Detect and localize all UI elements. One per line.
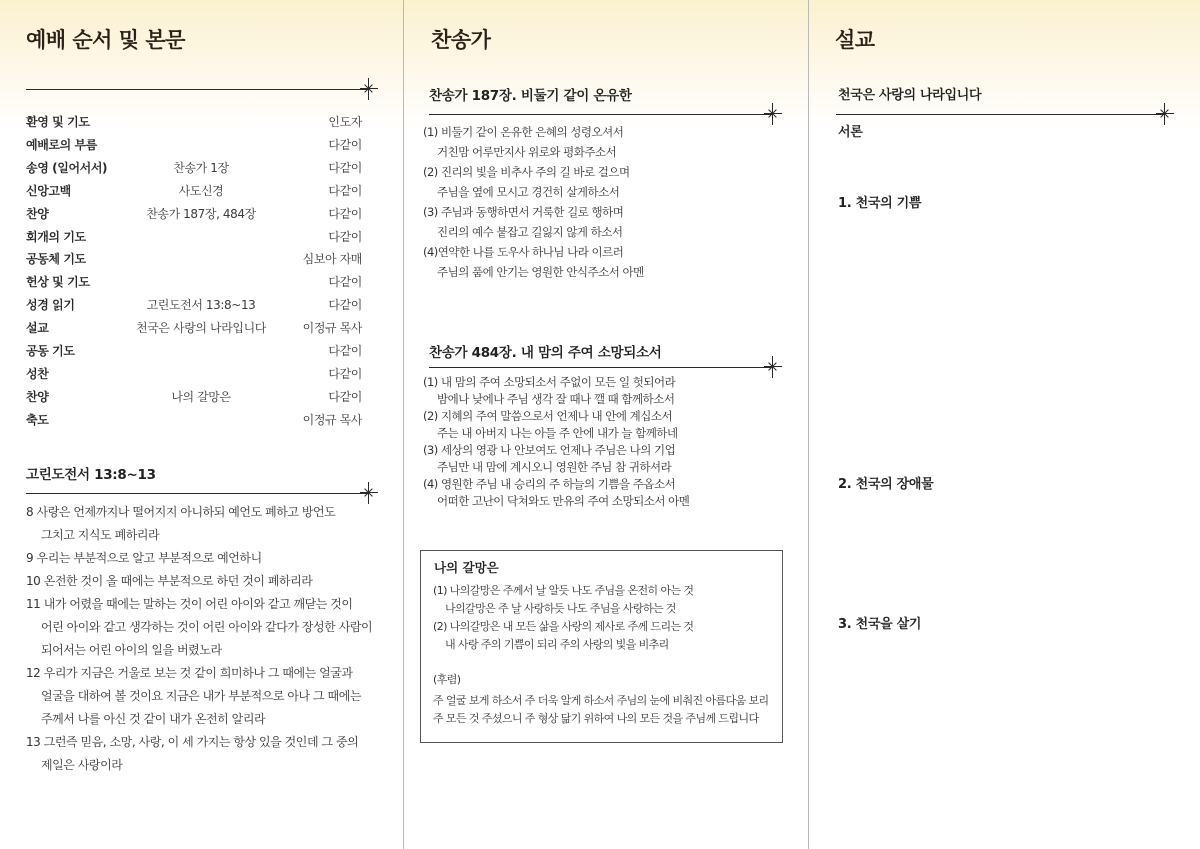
order-detail: 찬송가 1장 bbox=[173, 160, 229, 175]
scripture-line: 12 우리가 지금은 거울로 보는 것 같이 희미하나 그 때에는 얼굴과 bbox=[26, 666, 353, 680]
scripture-line: 10 온전한 것이 올 때에는 부분적으로 하던 것이 폐하리라 bbox=[26, 574, 313, 588]
order-row bbox=[26, 205, 362, 225]
chorus-label: (후렴) bbox=[433, 673, 461, 686]
order-item: 예배로의 부름 bbox=[26, 137, 97, 152]
hymn-line: (4) 영원한 주님 내 승리의 주 하늘의 기쁨을 주옵소서 bbox=[423, 477, 676, 491]
hymn-line: 진리의 예수 붙잡고 길잃지 않게 하소서 bbox=[437, 225, 623, 239]
order-detail: 찬송가 187장, 484장 bbox=[146, 206, 256, 221]
song-line: 내 사랑 주의 기쁨이 되리 주의 사랑의 빛을 비추리 bbox=[445, 638, 669, 651]
order-heading: 예배 순서 및 본문 bbox=[26, 28, 185, 52]
hymn1-lyrics bbox=[423, 122, 793, 282]
order-leader: 다같이 bbox=[328, 160, 362, 175]
divider-rule bbox=[836, 114, 1166, 115]
hymn2-lyrics bbox=[423, 374, 793, 510]
order-item: 송영 (일어서서) bbox=[26, 160, 108, 175]
order-row bbox=[26, 113, 362, 133]
order-leader: 심보아 자매 bbox=[302, 252, 362, 267]
scripture-line: 13 그런즉 믿음, 소망, 사랑, 이 세 가지는 항상 있을 것인데 그 중의 bbox=[26, 735, 359, 749]
star-ornament-icon bbox=[1156, 103, 1174, 125]
order-leader: 인도자 bbox=[328, 115, 362, 129]
scripture-line: 8 사랑은 언제까지나 떨어지지 아니하되 예언도 폐하고 방언도 bbox=[26, 505, 336, 519]
scripture-line: 9 우리는 부분적으로 알고 부분적으로 예언하니 bbox=[26, 551, 262, 565]
order-row bbox=[26, 228, 362, 248]
chorus-line: 주 모든 것 주셨으니 주 형상 닮기 위하여 나의 모든 것을 주님께 드립니다 bbox=[433, 712, 759, 725]
divider-rule bbox=[26, 493, 368, 494]
order-leader: 다같이 bbox=[328, 206, 362, 221]
order-item: 성찬 bbox=[26, 366, 49, 381]
hymn-line: 어떠한 고난이 닥쳐와도 만유의 주여 소망되소서 아멘 bbox=[437, 494, 690, 508]
hymn-line: 주님만 내 맘에 계시오니 영원한 주님 참 귀하셔라 bbox=[437, 460, 672, 474]
order-leader: 다같이 bbox=[328, 344, 362, 358]
order-row bbox=[26, 388, 362, 408]
order-row bbox=[26, 136, 362, 156]
order-row bbox=[26, 182, 362, 202]
order-row bbox=[26, 250, 362, 270]
order-detail: 고린도전서 13:8~13 bbox=[146, 298, 256, 313]
order-item: 찬양 bbox=[26, 206, 49, 221]
scripture-text bbox=[26, 501, 398, 777]
hymn-line: 거친맘 어루만지사 위로와 평화주소서 bbox=[437, 145, 617, 159]
divider-rule bbox=[429, 367, 773, 368]
scripture-line: 어린 아이와 같고 생각하는 것이 어린 아이와 같다가 장성한 사람이 bbox=[41, 620, 373, 634]
sermon-title: 천국은 사랑의 나라입니다 bbox=[838, 88, 982, 103]
scripture-heading: 고린도전서 13:8~13 bbox=[26, 467, 156, 483]
order-item: 설교 bbox=[26, 321, 49, 336]
order-detail: 천국은 사랑의 나라입니다 bbox=[136, 321, 266, 336]
star-ornament-icon bbox=[360, 78, 378, 100]
divider-rule bbox=[26, 89, 368, 90]
order-item: 회개의 기도 bbox=[26, 229, 86, 244]
song-line: 나의갈망은 주 날 사랑하듯 나도 주님을 사랑하는 것 bbox=[445, 602, 676, 615]
song-line: (2) 나의갈망은 내 모든 삶을 사랑의 제사로 주께 드리는 것 bbox=[433, 620, 694, 633]
order-item: 성경 읽기 bbox=[26, 298, 75, 313]
order-row bbox=[26, 342, 362, 362]
order-item: 공동 기도 bbox=[26, 344, 75, 358]
divider-rule bbox=[429, 114, 773, 115]
order-item: 공동체 기도 bbox=[26, 252, 86, 267]
hymn-line: (4)연약한 나를 도우사 하나님 나라 이르러 bbox=[423, 245, 624, 259]
order-item: 축도 bbox=[26, 412, 49, 427]
scripture-line: 얼굴을 대하여 볼 것이요 지금은 내가 부분적으로 아나 그 때에는 bbox=[41, 689, 361, 703]
scripture-line: 주께서 나를 아신 것 같이 내가 온전히 알리라 bbox=[41, 712, 266, 726]
hymn-line: (1) 비둘기 같이 온유한 은혜의 성령오셔서 bbox=[423, 125, 624, 139]
order-column bbox=[0, 0, 403, 849]
sermon-point: 2. 천국의 장애물 bbox=[838, 477, 934, 492]
chorus-line: 주 얼굴 보게 하소서 주 더욱 알게 하소서 주님의 눈에 비춰진 아름다움 보리 bbox=[433, 694, 769, 707]
order-detail: 나의 갈망은 bbox=[171, 389, 231, 404]
order-row bbox=[26, 411, 362, 431]
hymn-line: 주님의 품에 안기는 영원한 안식주소서 아멘 bbox=[437, 265, 644, 279]
order-detail: 사도신경 bbox=[178, 183, 224, 198]
order-leader: 이정규 목사 bbox=[302, 321, 362, 336]
scripture-line: 되어서는 어린 아이의 일을 버렸노라 bbox=[41, 643, 222, 657]
order-leader: 다같이 bbox=[328, 298, 362, 313]
order-leader: 다같이 bbox=[328, 389, 362, 404]
hymn-line: (1) 내 맘의 주여 소망되소서 주없이 모든 일 헛되어라 bbox=[423, 375, 676, 389]
order-item: 환영 및 기도 bbox=[26, 115, 90, 129]
order-item: 헌상 및 기도 bbox=[26, 275, 90, 290]
order-leader: 다같이 bbox=[328, 137, 362, 152]
hymn-line: (3) 세상의 영광 나 안보여도 언제나 주님은 나의 기업 bbox=[423, 443, 676, 457]
order-leader: 다같이 bbox=[328, 183, 362, 198]
hymn-line: 주는 내 아버지 나는 아들 주 안에 내가 늘 함께하네 bbox=[437, 426, 678, 440]
sermon-heading: 설교 bbox=[835, 28, 875, 52]
scripture-line: 11 내가 어렸을 때에는 말하는 것이 어린 아이와 같고 깨닫는 것이 bbox=[26, 597, 353, 611]
song-box-title: 나의 갈망은 bbox=[434, 560, 499, 575]
order-leader: 다같이 bbox=[328, 275, 362, 290]
hymn2-title: 찬송가 484장. 내 맘의 주여 소망되소서 bbox=[429, 345, 662, 361]
order-row bbox=[26, 159, 362, 179]
order-leader: 다같이 bbox=[328, 229, 362, 244]
sermon-column bbox=[809, 0, 1200, 849]
hymn1-title: 찬송가 187장. 비둘기 같이 온유한 bbox=[429, 88, 632, 104]
sermon-intro: 서론 bbox=[838, 125, 863, 140]
hymn-line: 밤에나 낮에나 주님 생각 잘 때나 깰 때 함께하소서 bbox=[437, 392, 675, 406]
order-item: 신앙고백 bbox=[26, 183, 71, 198]
hymn-line: 주님을 옆에 모시고 경건히 살게하소서 bbox=[437, 185, 620, 199]
hymn-line: (3) 주님과 동행하면서 거룩한 길로 행하며 bbox=[423, 205, 624, 219]
order-leader: 이정규 목사 bbox=[302, 412, 362, 427]
song-line: (1) 나의갈망은 주께서 날 알듯 나도 주님을 온전히 아는 것 bbox=[433, 584, 694, 597]
hymn-line: (2) 지혜의 주여 말씀으로서 언제나 내 안에 계십소서 bbox=[423, 409, 673, 423]
song-box bbox=[420, 550, 783, 743]
order-row bbox=[26, 273, 362, 293]
scripture-line: 제일은 사랑이라 bbox=[41, 758, 123, 772]
order-row bbox=[26, 365, 362, 385]
order-row bbox=[26, 296, 362, 316]
scripture-line: 그치고 지식도 폐하리라 bbox=[41, 528, 160, 542]
order-row bbox=[26, 319, 362, 339]
hymn-line: (2) 진리의 빛을 비추사 주의 길 바로 걸으며 bbox=[423, 165, 630, 179]
sermon-point: 3. 천국을 살기 bbox=[838, 617, 922, 632]
order-item: 찬양 bbox=[26, 389, 49, 404]
sermon-point: 1. 천국의 기쁨 bbox=[838, 196, 922, 211]
order-leader: 다같이 bbox=[328, 366, 362, 381]
hymn-heading: 찬송가 bbox=[431, 28, 491, 52]
